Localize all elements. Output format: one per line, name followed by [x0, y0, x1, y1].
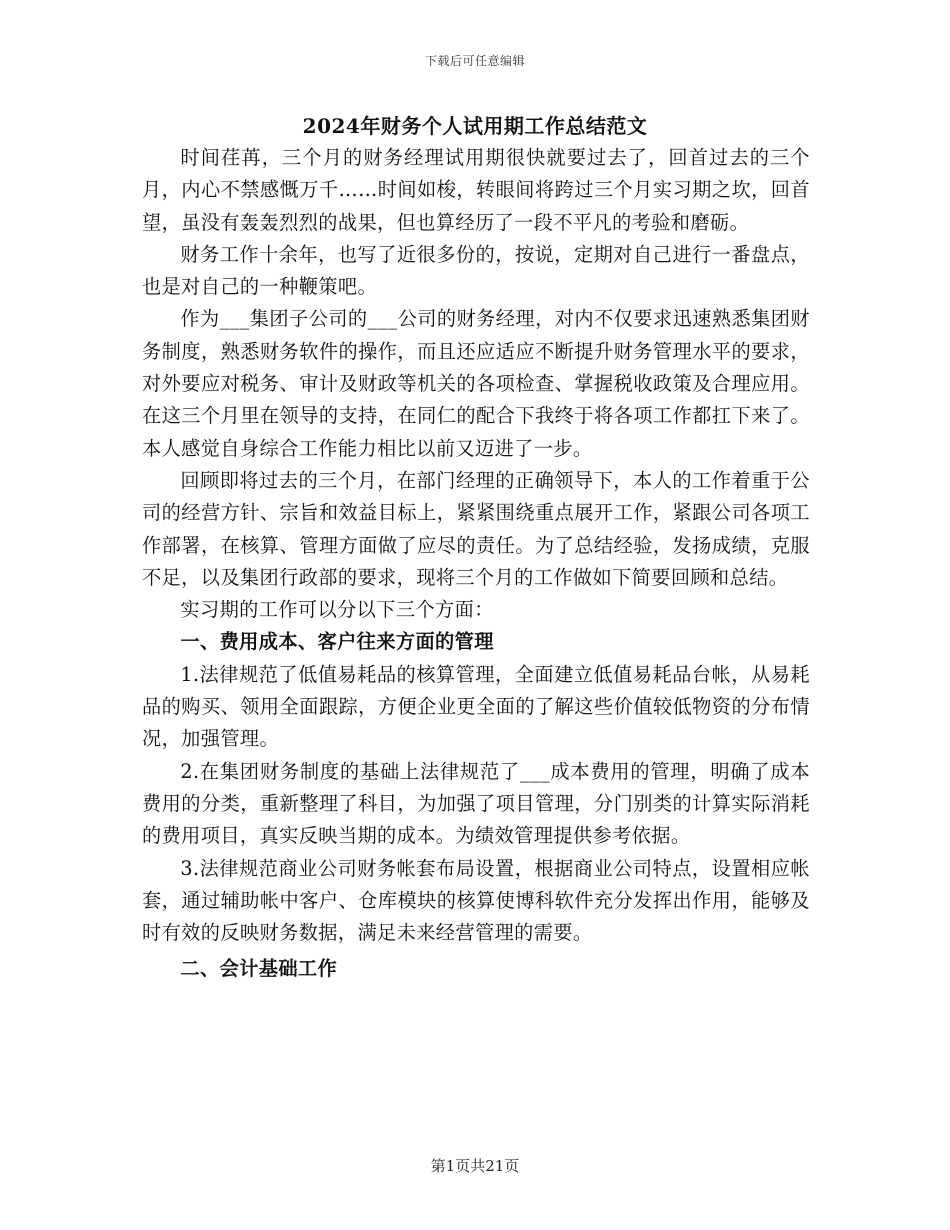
paragraph-role: 作为___集团子公司的___公司的财务经理，对内不仅要求迅速熟悉集团财务制度，熟悉财务软件的操作，而且还应适应不断提升财务管理水平的要求，对外要应对税务、审计及财政等机关的各项检查、掌握税收政策及合理应用。在这三个月里在领导的支持，在同仁的配合下我终于将各项工作都扛下来了。本人感觉自身综合工作能力相比以前又迈进了一步。: [142, 307, 810, 460]
header-note: 下载后可任意编辑: [424, 54, 525, 68]
list-item: 3.法律规范商业公司财务帐套布局设置，根据商业公司特点，设置相应帐套，通过辅助帐中客户、仓库模块的核算使博科软件充分发挥出作用，能够及时有效的反映财务数据，满足未来经营管理的需要。: [142, 856, 810, 945]
page-number: 第1页共21页: [430, 1157, 520, 1175]
section-heading-accounting-basics: 二、会计基础工作: [180, 957, 338, 981]
section-heading-cost-management: 一、费用成本、客户往来方面的管理: [180, 630, 494, 654]
paragraph-overview: 实习期的工作可以分以下三个方面：: [180, 598, 494, 622]
document-title: 2024年财务个人试用期工作总结范文: [302, 114, 648, 138]
document-body: [142, 142, 810, 986]
paragraph-intro: 时间荏苒，三个月的财务经理试用期很快就要过去了，回首过去的三个月，内心不禁感慨万千……时间如梭，转眼间将跨过三个月实习期之坎，回首望，虽没有轰轰烈烈的战果，但也算经历了一段不平凡的考验和磨砺。: [142, 146, 810, 234]
paragraph-reflection: 财务工作十余年，也写了近很多份的，按说，定期对自己进行一番盘点，也是对自己的一种鞭策吧。: [142, 242, 810, 299]
list-item: 2.在集团财务制度的基础上法律规范了___成本费用的管理，明确了成本费用的分类，重新整理了科目，为加强了项目管理，分门别类的计算实际消耗的费用项目，真实反映当期的成本。为绩效管理提供参考依据。: [142, 759, 810, 848]
list-item: 1.法律规范了低值易耗品的核算管理，全面建立低值易耗品台帐，从易耗品的购买、领用全面跟踪，方便企业更全面的了解这些价值较低物资的分布情况，加强管理。: [142, 662, 810, 751]
paragraph-review: 回顾即将过去的三个月，在部门经理的正确领导下，本人的工作着重于公司的经营方针、宗旨和效益目标上，紧紧围绕重点展开工作，紧跟公司各项工作部署，在核算、管理方面做了应尽的责任。为了总结经验，发扬成绩，克服不足，以及集团行政部的要求，现将三个月的工作做如下简要回顾和总结。: [142, 468, 810, 589]
